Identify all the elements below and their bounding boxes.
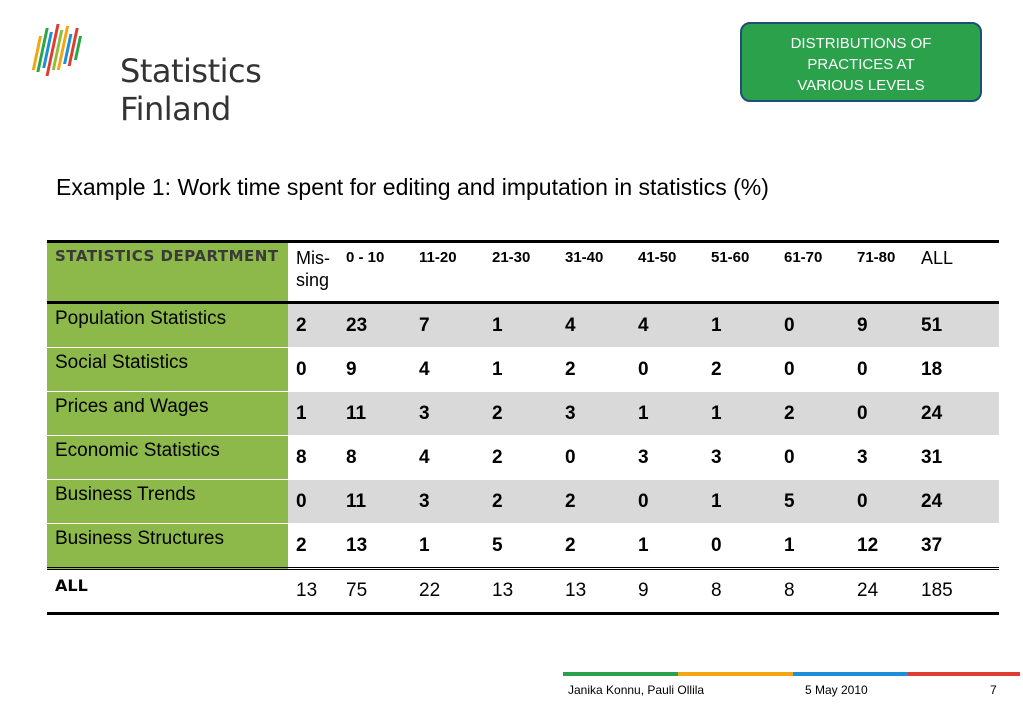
table-cell: 0 bbox=[557, 436, 630, 480]
table-cell: 4 bbox=[630, 303, 703, 348]
table-cell: 185 bbox=[913, 569, 999, 614]
header-col: 71-80 bbox=[849, 242, 913, 303]
table-cell: 3 bbox=[703, 436, 776, 480]
table-cell: 22 bbox=[411, 569, 484, 614]
table-cell: 4 bbox=[411, 436, 484, 480]
header-col: 61-70 bbox=[776, 242, 849, 303]
table-cell: 51 bbox=[913, 303, 999, 348]
header-dept: STATISTICS DEPARTMENT bbox=[47, 242, 288, 303]
row-label: Economic Statistics bbox=[47, 436, 288, 480]
footer-date: 5 May 2010 bbox=[805, 683, 868, 697]
table-cell: 2 bbox=[484, 436, 557, 480]
table-cell: 2 bbox=[557, 480, 630, 524]
table-cell: 2 bbox=[484, 392, 557, 436]
worktime-table bbox=[47, 240, 999, 615]
header-col: ALL bbox=[913, 242, 999, 303]
table-cell: 0 bbox=[703, 524, 776, 569]
table-cell: 31 bbox=[913, 436, 999, 480]
table-cell: 23 bbox=[338, 303, 411, 348]
header-col: 31-40 bbox=[557, 242, 630, 303]
table-cell: 0 bbox=[776, 436, 849, 480]
table-cell: 1 bbox=[703, 303, 776, 348]
table-cell: 8 bbox=[288, 436, 338, 480]
table-cell: 9 bbox=[630, 569, 703, 614]
table-cell: 0 bbox=[776, 303, 849, 348]
table-cell: 0 bbox=[630, 348, 703, 392]
table-cell: 0 bbox=[288, 480, 338, 524]
table-cell: 11 bbox=[338, 480, 411, 524]
table-cell: 24 bbox=[849, 569, 913, 614]
logo-text: Statistics Finland bbox=[120, 52, 262, 128]
table-cell: 1 bbox=[484, 348, 557, 392]
table-cell: 13 bbox=[338, 524, 411, 569]
table-cell: 11 bbox=[338, 392, 411, 436]
table-cell: 1 bbox=[484, 303, 557, 348]
row-label: Business Structures bbox=[47, 524, 288, 569]
table-cell: 2 bbox=[484, 480, 557, 524]
table-cell: 3 bbox=[411, 392, 484, 436]
table-cell: 1 bbox=[776, 524, 849, 569]
row-label: Social Statistics bbox=[47, 348, 288, 392]
header-col: 41-50 bbox=[630, 242, 703, 303]
table-cell: 1 bbox=[630, 524, 703, 569]
table-cell: 4 bbox=[557, 303, 630, 348]
header-col: 21-30 bbox=[484, 242, 557, 303]
table-cell: 18 bbox=[913, 348, 999, 392]
footer-bar-red bbox=[908, 672, 1020, 676]
table-cell: 37 bbox=[913, 524, 999, 569]
table-row bbox=[47, 436, 999, 480]
table-row bbox=[47, 524, 999, 569]
table-cell: 5 bbox=[776, 480, 849, 524]
table-cell: 1 bbox=[630, 392, 703, 436]
table-row bbox=[47, 348, 999, 392]
table-cell: 9 bbox=[849, 303, 913, 348]
page-title: Example 1: Work time spent for editing and imputation in statistics (%) bbox=[56, 174, 769, 200]
table-cell: 0 bbox=[630, 480, 703, 524]
table-cell: 1 bbox=[411, 524, 484, 569]
footer-bar-orange bbox=[678, 672, 793, 676]
table-cell: 24 bbox=[913, 392, 999, 436]
footer-authors: Janika Konnu, Pauli Ollila bbox=[568, 683, 705, 697]
table-cell: 0 bbox=[849, 480, 913, 524]
table-cell: 24 bbox=[913, 480, 999, 524]
table-cell: 3 bbox=[411, 480, 484, 524]
table-cell: 7 bbox=[411, 303, 484, 348]
table-cell: 2 bbox=[776, 392, 849, 436]
table-cell: 13 bbox=[484, 569, 557, 614]
table-cell: 0 bbox=[849, 348, 913, 392]
row-label: Population Statistics bbox=[47, 303, 288, 348]
table-cell: 5 bbox=[484, 524, 557, 569]
table-cell: 3 bbox=[630, 436, 703, 480]
table-cell: 2 bbox=[703, 348, 776, 392]
footer-bar-blue bbox=[793, 672, 908, 676]
row-label: Prices and Wages bbox=[47, 392, 288, 436]
logo-bars-icon bbox=[30, 22, 90, 82]
header-col: 51-60 bbox=[703, 242, 776, 303]
header-col: 11-20 bbox=[411, 242, 484, 303]
table-header-row bbox=[47, 242, 999, 303]
table-cell: 1 bbox=[288, 392, 338, 436]
table-cell: 3 bbox=[557, 392, 630, 436]
table-row bbox=[47, 303, 999, 348]
table-cell: 8 bbox=[338, 436, 411, 480]
table-row bbox=[47, 392, 999, 436]
table-cell: 9 bbox=[338, 348, 411, 392]
table-cell: 0 bbox=[776, 348, 849, 392]
table-cell: 0 bbox=[288, 348, 338, 392]
total-label: ALL bbox=[47, 569, 288, 614]
footer-bar-green bbox=[563, 672, 678, 676]
table-cell: 2 bbox=[288, 524, 338, 569]
distributions-badge: DISTRIBUTIONS OF PRACTICES AT VARIOUS LEVELS bbox=[740, 22, 982, 102]
statistics-finland-logo bbox=[30, 22, 360, 128]
table-cell: 8 bbox=[776, 569, 849, 614]
table-cell: 13 bbox=[288, 569, 338, 614]
header-col: Mis-sing bbox=[288, 242, 338, 303]
table-cell: 13 bbox=[557, 569, 630, 614]
table-cell: 1 bbox=[703, 480, 776, 524]
table-cell: 2 bbox=[557, 348, 630, 392]
row-label: Business Trends bbox=[47, 480, 288, 524]
table-cell: 0 bbox=[849, 392, 913, 436]
table-cell: 75 bbox=[338, 569, 411, 614]
table-cell: 8 bbox=[703, 569, 776, 614]
footer-page-number: 7 bbox=[990, 683, 997, 697]
table-cell: 2 bbox=[288, 303, 338, 348]
table-row bbox=[47, 480, 999, 524]
table-cell: 12 bbox=[849, 524, 913, 569]
table-cell: 3 bbox=[849, 436, 913, 480]
table-total-row bbox=[47, 569, 999, 614]
table-cell: 1 bbox=[703, 392, 776, 436]
table-cell: 2 bbox=[557, 524, 630, 569]
header-col: 0 - 10 bbox=[338, 242, 411, 303]
table-cell: 4 bbox=[411, 348, 484, 392]
